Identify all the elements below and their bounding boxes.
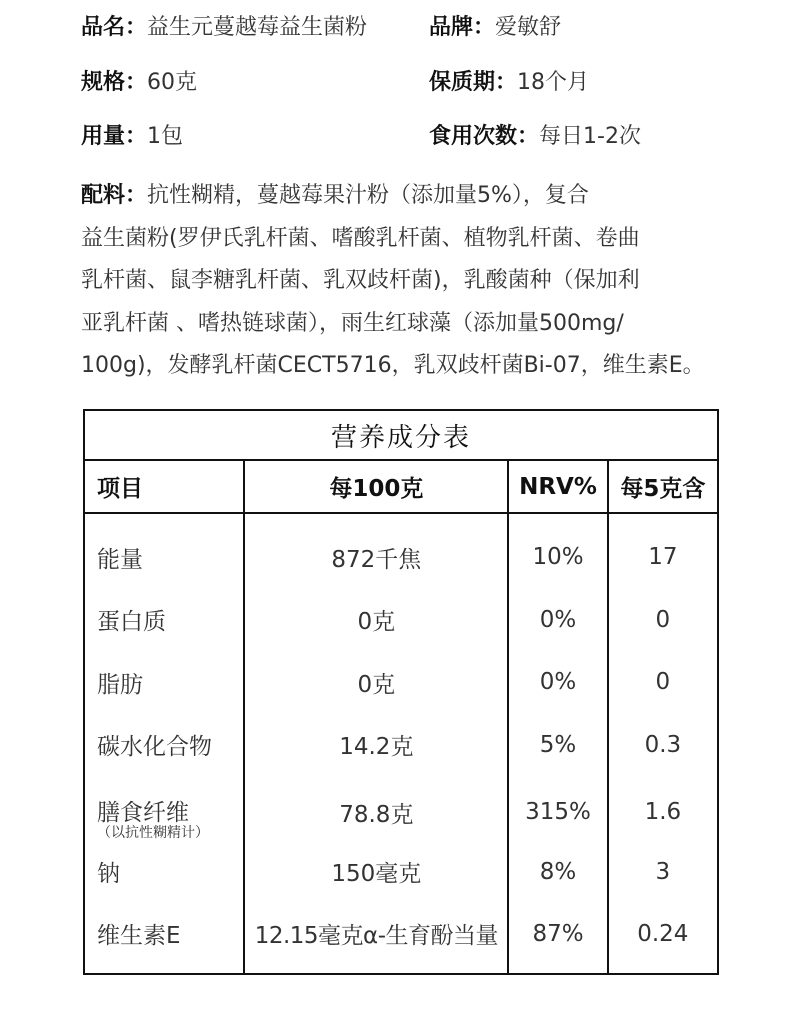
frequency-value: 每日1-2次 <box>539 124 641 149</box>
cell-per5: 0.3 <box>608 714 718 777</box>
cell-per100: 150毫克 <box>244 849 508 895</box>
ingredients-label: 配料： <box>81 183 148 208</box>
cell-item <box>84 776 244 849</box>
cell-nrv: 10% <box>508 526 607 589</box>
cell-item: 钠 <box>84 849 244 895</box>
cell-per100: 0克 <box>244 651 508 714</box>
ingredients-line-4: 亚乳杆菌 、嗜热链球菌），雨生红球藻（添加量500mg/ <box>81 310 624 336</box>
table-header-row <box>84 460 718 513</box>
frequency-label: 食用次数： <box>429 124 540 149</box>
cell-item-note: （以抗性糊精计） <box>97 824 209 841</box>
cell-nrv: 87% <box>508 895 607 974</box>
cell-per5: 0.24 <box>608 895 718 974</box>
cell-per100: 14.2克 <box>244 714 508 777</box>
spec-value: 60克 <box>147 70 198 95</box>
cell-item: 碳水化合物 <box>84 714 244 777</box>
cell-nrv: 5% <box>508 714 607 777</box>
frequency <box>429 122 641 152</box>
table-title-row <box>84 410 718 460</box>
spec <box>81 68 197 98</box>
product-name-label: 品名： <box>81 15 148 40</box>
spec-label: 规格： <box>81 70 148 95</box>
cell-per100: 872千焦 <box>244 526 508 589</box>
cell-per5: 0 <box>608 651 718 714</box>
table-title: 营养成分表 <box>84 410 718 460</box>
cell-item: 蛋白质 <box>84 589 244 652</box>
header-nrv: NRV% <box>508 460 607 513</box>
table-spacer <box>84 513 718 526</box>
brand-value: 爱敏舒 <box>495 15 562 40</box>
dosage-value: 1包 <box>147 124 184 149</box>
ingredients-line-3: 乳杆菌、鼠李糖乳杆菌、乳双歧杆菌)，乳酸菌种（保加利 <box>81 268 640 293</box>
ingredients-line-5: 100g)，发酵乳杆菌CECT5716，乳双歧杆菌Bi-07，维生素E。 <box>81 353 705 378</box>
cell-per5: 0 <box>608 589 718 652</box>
table-row <box>84 895 718 974</box>
cell-item: 维生素E <box>84 895 244 974</box>
cell-nrv: 0% <box>508 589 607 652</box>
cell-item: 能量 <box>84 526 244 589</box>
ingredients-line-1 <box>81 175 761 218</box>
dosage <box>81 122 183 152</box>
ingredients-line-2: 益生菌粉(罗伊氏乳杆菌、嗜酸乳杆菌、植物乳杆菌、卷曲 <box>81 225 640 251</box>
ingredients-text-1: 抗性糊精，蔓越莓果汁粉（添加量5%），复合 <box>147 183 589 208</box>
cell-nrv: 8% <box>508 849 607 895</box>
header-item: 项目 <box>84 460 244 513</box>
cell-per5: 3 <box>608 849 718 895</box>
product-name-value: 益生元蔓越莓益生菌粉 <box>147 15 368 40</box>
shelf-life-label: 保质期： <box>429 70 518 95</box>
dosage-label: 用量： <box>81 124 148 149</box>
shelf-life <box>429 68 589 98</box>
product-name <box>81 13 367 43</box>
cell-nrv: 315% <box>508 776 607 849</box>
cell-per5: 17 <box>608 526 718 589</box>
table-row <box>84 589 718 652</box>
nutrition-table <box>83 409 719 975</box>
cell-nrv: 0% <box>508 651 607 714</box>
cell-per5: 1.6 <box>608 776 718 849</box>
table-row <box>84 776 718 849</box>
header-per5: 每5克含 <box>608 460 718 513</box>
ingredients <box>81 175 761 388</box>
brand <box>429 13 561 43</box>
header-per100: 每100克 <box>244 460 508 513</box>
cell-item: 脂肪 <box>84 651 244 714</box>
cell-per100: 78.8克 <box>244 776 508 849</box>
table-row <box>84 849 718 895</box>
brand-label: 品牌： <box>429 15 496 40</box>
table-row <box>84 714 718 777</box>
table-row <box>84 651 718 714</box>
table-row <box>84 526 718 589</box>
cell-item-label: 膳食纤维 <box>97 799 189 826</box>
shelf-life-value: 18个月 <box>517 70 590 95</box>
cell-per100: 12.15毫克α-生育酚当量 <box>244 895 508 974</box>
cell-per100: 0克 <box>244 589 508 652</box>
